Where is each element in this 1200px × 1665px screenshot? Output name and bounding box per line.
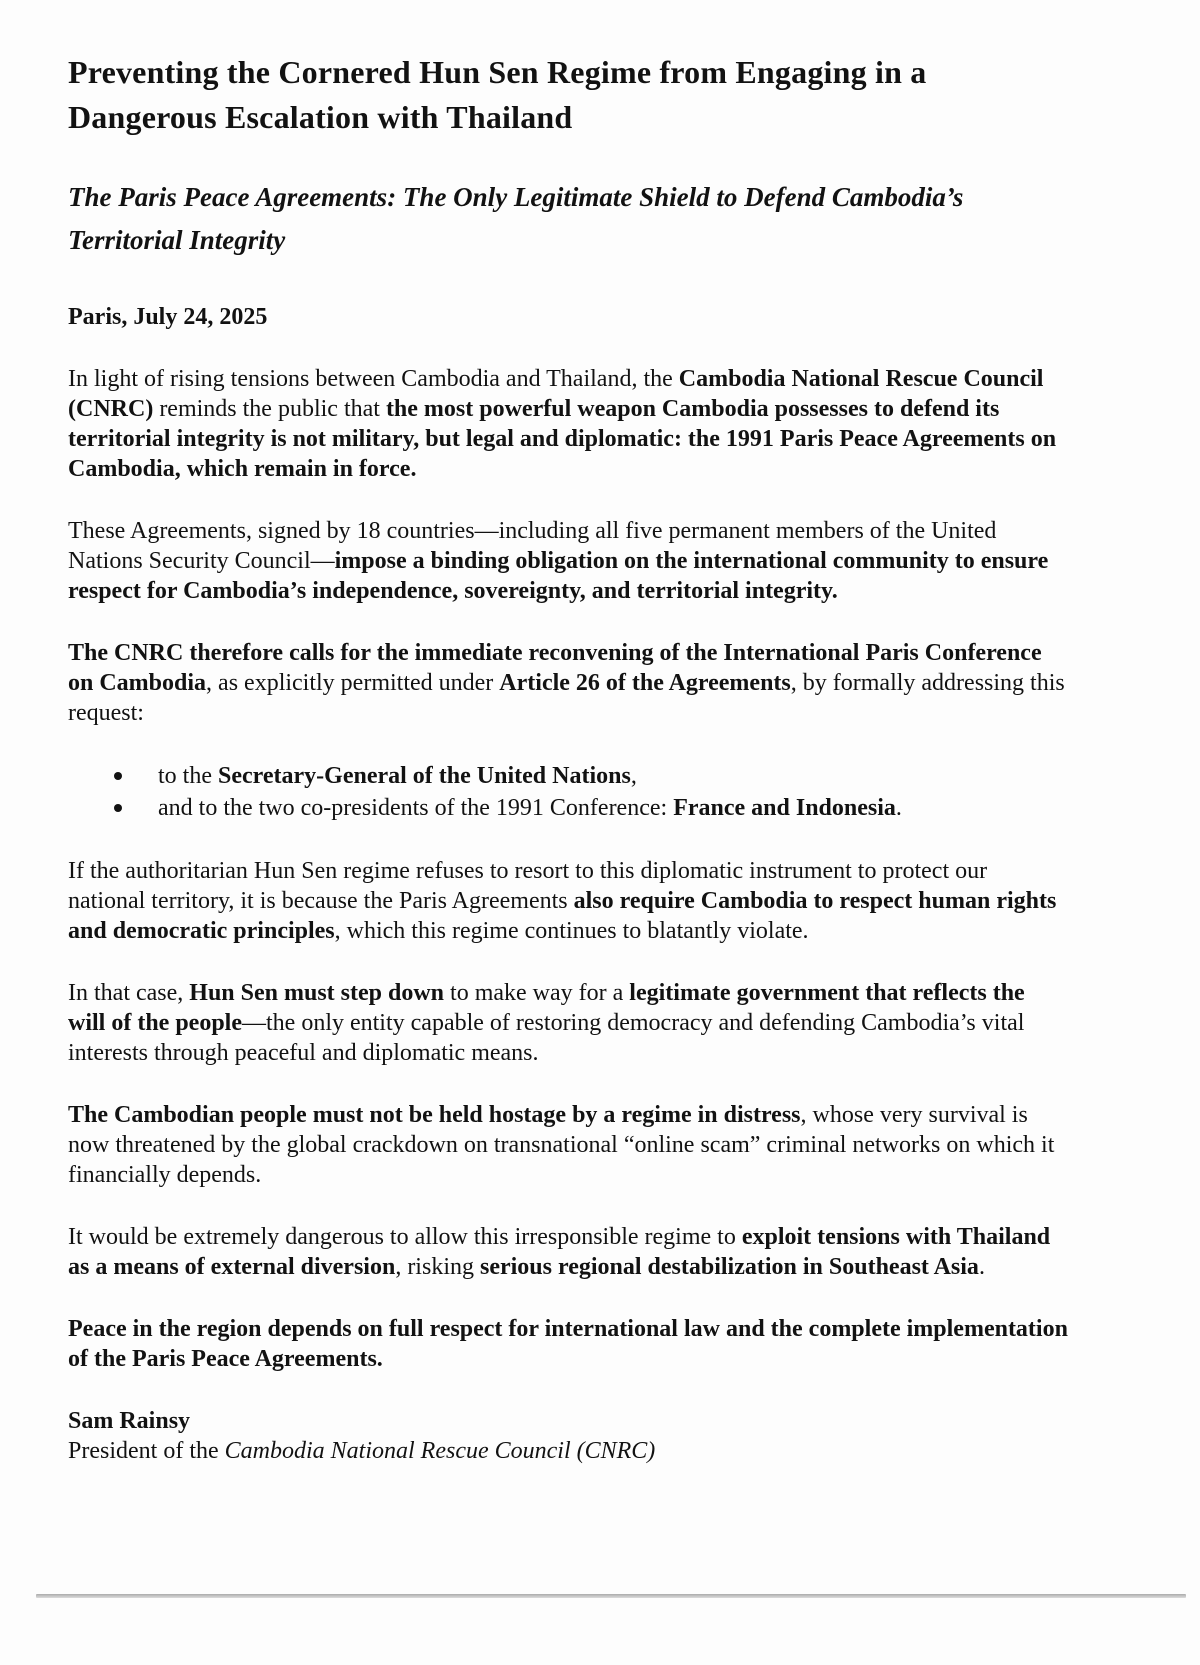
bullet-item-un <box>158 760 1068 792</box>
paragraph-hostage: The Cambodian people must not be held hostage by a regime in distress, whose very survival is now threatened by the global crackdown on transnational “online scam” criminal networks on which it financially depends. <box>68 1102 1055 1188</box>
paragraph-agreements: These Agreements, signed by 18 countries—including all five permanent members of the United Nations Security Council—impose a binding obligation on the international community to ensure respect for Cambodia’s independence, sovereignty, and territorial integrity. <box>68 518 1049 604</box>
paragraph-cnrc-call: The CNRC therefore calls for the immediate reconvening of the International Paris Conference on Cambodia, as explicitly permitted under Article 26 of the Agreements, by formally addressing this request: <box>68 640 1065 726</box>
dateline: Paris, July 24, 2025 <box>68 304 268 330</box>
paragraph-dangerous: It would be extremely dangerous to allow this irresponsible regime to exploit tensions with Thailand as a means of external diversion, risking serious regional destabilization in Southeast Asia. <box>68 1224 1051 1280</box>
paragraph-intro: In light of rising tensions between Cambodia and Thailand, the Cambodia National Rescue Council (CNRC) reminds the public that the most powerful weapon Cambodia possesses to defend its territorial integrity is not military, but legal and diplomatic: the 1991 Paris Peace Agreements on Cambodia, which remain in force. <box>68 366 1057 482</box>
bullet-item-text: and to the two co-presidents of the 1991 Conference: France and Indonesia. <box>158 795 902 821</box>
signature-title: President of the Cambodia National Rescue Council (CNRC) <box>68 1438 656 1464</box>
footer-divider <box>36 1594 1186 1598</box>
paragraph-peace: Peace in the region depends on full respect for international law and the complete implementation of the Paris Peace Agreements. <box>68 1316 1068 1372</box>
bullet-list <box>68 760 1068 824</box>
paragraph-step-down: In that case, Hun Sen must step down to make way for a legitimate government that reflects the will of the people—the only entity capable of restoring democracy and defending Cambodia’s vital interests through peaceful and diplomatic means. <box>68 980 1025 1066</box>
signature-block <box>68 1406 1068 1466</box>
bullet-dot-icon <box>114 804 122 812</box>
bullet-item-text: to the Secretary-General of the United Nations, <box>158 763 637 789</box>
document-title: Preventing the Cornered Hun Sen Regime from Engaging in a Dangerous Escalation with Thailand <box>68 54 927 135</box>
document-content <box>68 50 1068 1466</box>
bullet-dot-icon <box>114 772 122 780</box>
document-subtitle: The Paris Peace Agreements: The Only Legitimate Shield to Defend Cambodia’s Territorial Integrity <box>68 182 964 255</box>
bullet-item-copresidents <box>158 792 1068 824</box>
paragraph-refusal: If the authoritarian Hun Sen regime refuses to resort to this diplomatic instrument to protect our national territory, it is because the Paris Agreements also require Cambodia to respect human rights and democratic principles, which this regime continues to blatantly violate. <box>68 858 1057 944</box>
signature-name: Sam Rainsy <box>68 1408 191 1434</box>
